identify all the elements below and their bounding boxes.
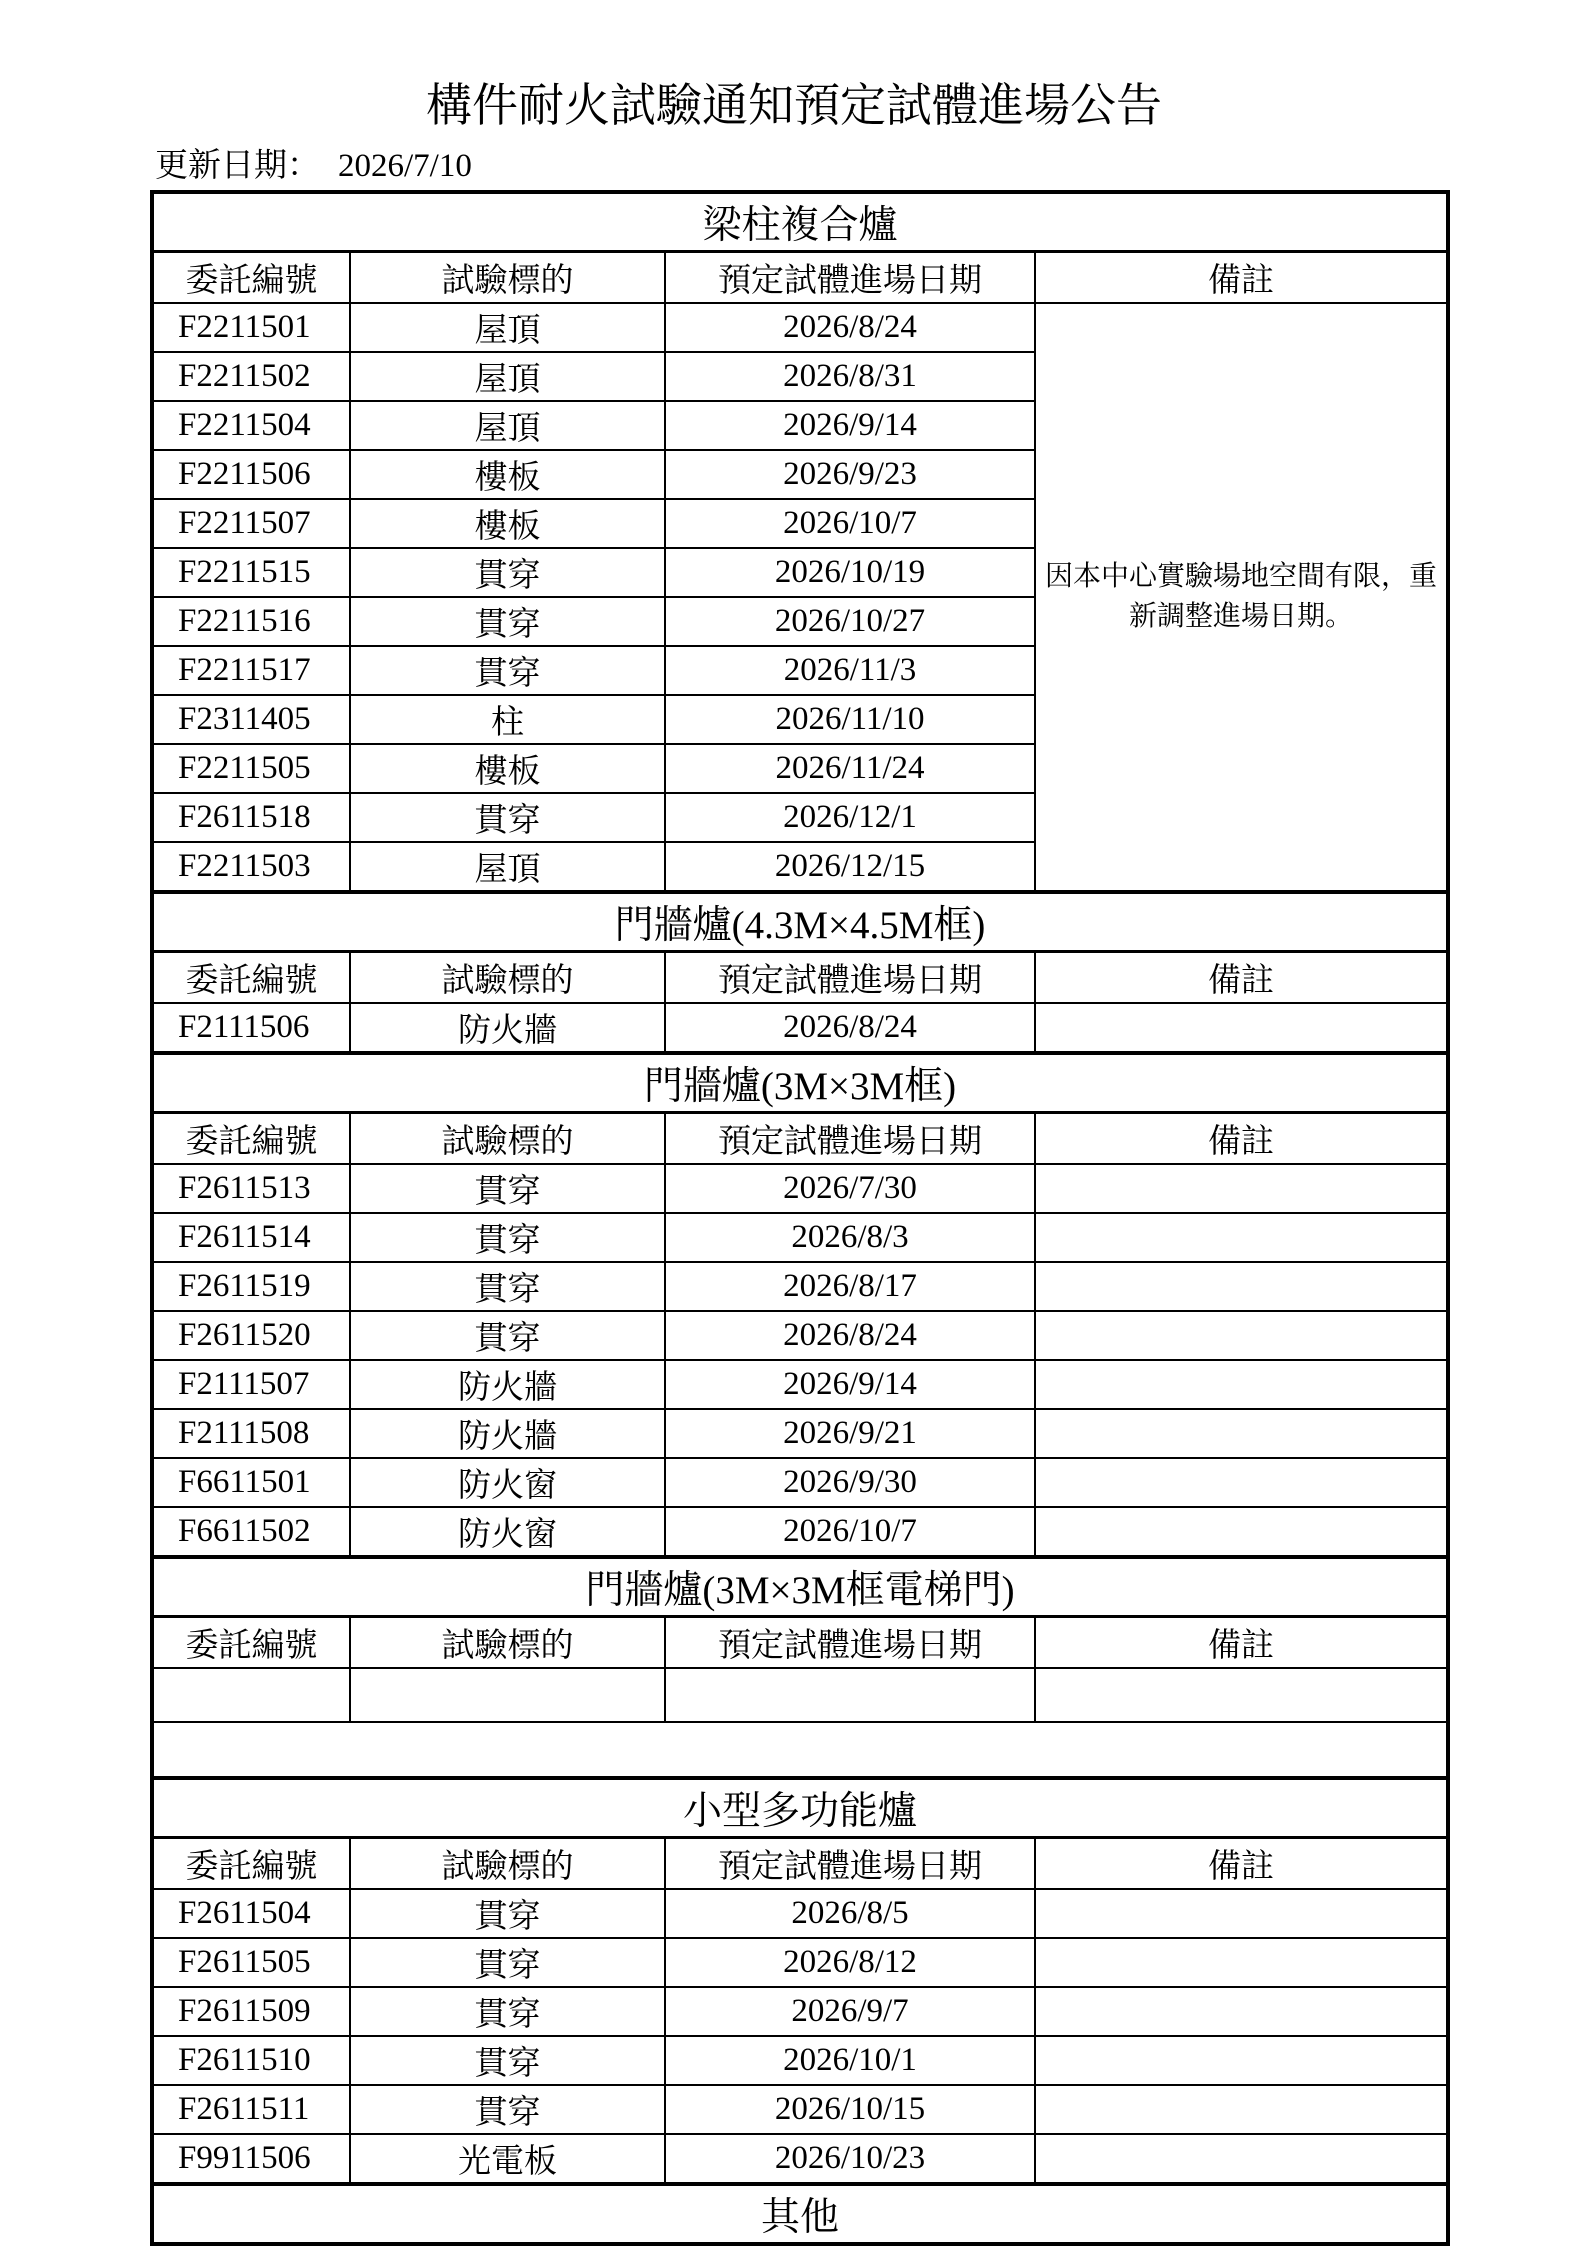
test-subject: 屋頂: [350, 352, 665, 401]
table-row: [152, 1507, 1448, 1557]
request-number: F2611518: [152, 793, 350, 842]
table-row: [152, 2036, 1448, 2085]
request-number: F2111506: [152, 1003, 350, 1053]
entry-date: 2026/10/7: [665, 499, 1035, 548]
request-number: F2111507: [152, 1360, 350, 1409]
remarks-cell: [1035, 2036, 1448, 2085]
test-subject: 屋頂: [350, 401, 665, 450]
table-row: [152, 1360, 1448, 1409]
table-row: [152, 1938, 1448, 1987]
entry-date: 2026/8/24: [665, 303, 1035, 352]
entry-date: 2026/10/23: [665, 2134, 1035, 2184]
remarks-cell: [1035, 1458, 1448, 1507]
entry-date: 2026/8/31: [665, 352, 1035, 401]
remarks-cell: [1035, 1262, 1448, 1311]
subject-header: 試驗標的: [350, 1838, 665, 1890]
remarks-cell: [1035, 1164, 1448, 1213]
request-number: F2211506: [152, 450, 350, 499]
test-subject: 防火牆: [350, 1360, 665, 1409]
test-subject: 貫穿: [350, 1987, 665, 2036]
empty-cell: [665, 1668, 1035, 1722]
remarks-header: 備註: [1035, 1838, 1448, 1890]
section-title-row: [152, 892, 1448, 952]
remarks-cell: [1035, 1987, 1448, 2036]
table-row: [152, 1987, 1448, 2036]
request-number: F2611505: [152, 1938, 350, 1987]
table-row: [152, 1003, 1448, 1053]
request-number: F6611502: [152, 1507, 350, 1557]
request-number: F2311405: [152, 695, 350, 744]
remarks-header: 備註: [1035, 1617, 1448, 1669]
test-subject: 貫穿: [350, 1262, 665, 1311]
entry-date: 2026/10/19: [665, 548, 1035, 597]
test-subject: 貫穿: [350, 793, 665, 842]
header-row: [152, 252, 1448, 304]
entry-date: 2026/11/3: [665, 646, 1035, 695]
test-subject: 柱: [350, 695, 665, 744]
request-number: F9911506: [152, 2134, 350, 2184]
entry-date: 2026/8/3: [665, 1213, 1035, 1262]
remarks-cell: [1035, 1360, 1448, 1409]
entry-date: 2026/9/21: [665, 1409, 1035, 1458]
request-number: F2211504: [152, 401, 350, 450]
remarks-header: 備註: [1035, 252, 1448, 304]
test-subject: 貫穿: [350, 1311, 665, 1360]
spacer-cell: [152, 1722, 1448, 1778]
request-number: F2611513: [152, 1164, 350, 1213]
id-header: 委託編號: [152, 252, 350, 304]
date-header: 預定試體進場日期: [665, 1113, 1035, 1165]
test-subject: 貫穿: [350, 1164, 665, 1213]
entry-date: 2026/8/17: [665, 1262, 1035, 1311]
update-date: 2026/7/10: [338, 148, 472, 184]
remarks-cell: [1035, 2134, 1448, 2184]
header-row: [152, 1838, 1448, 1890]
request-number: F2611519: [152, 1262, 350, 1311]
test-subject: 防火牆: [350, 1003, 665, 1053]
test-subject: 防火窗: [350, 1458, 665, 1507]
request-number: F2611510: [152, 2036, 350, 2085]
entry-date: 2026/8/5: [665, 1889, 1035, 1938]
remarks-note: 因本中心實驗場地空間有限，重新調整進場日期。: [1035, 303, 1448, 892]
entry-date: 2026/10/27: [665, 597, 1035, 646]
remarks-cell: [1035, 1409, 1448, 1458]
test-subject: 防火牆: [350, 1409, 665, 1458]
request-number: F2211501: [152, 303, 350, 352]
section-title: 梁柱複合爐: [152, 192, 1448, 252]
entry-date: 2026/9/30: [665, 1458, 1035, 1507]
entry-date: 2026/9/14: [665, 401, 1035, 450]
entry-date: 2026/11/24: [665, 744, 1035, 793]
test-subject: 光電板: [350, 2134, 665, 2184]
entry-date: 2026/10/1: [665, 2036, 1035, 2085]
id-header: 委託編號: [152, 952, 350, 1004]
date-header: 預定試體進場日期: [665, 1838, 1035, 1890]
request-number: F2611504: [152, 1889, 350, 1938]
test-subject: 防火窗: [350, 1507, 665, 1557]
entry-date: 2026/12/1: [665, 793, 1035, 842]
request-number: F2211505: [152, 744, 350, 793]
id-header: 委託編號: [152, 1617, 350, 1669]
test-subject: 屋頂: [350, 303, 665, 352]
entry-date: 2026/9/23: [665, 450, 1035, 499]
request-number: F2211503: [152, 842, 350, 892]
subject-header: 試驗標的: [350, 1113, 665, 1165]
section-title-row: [152, 1557, 1448, 1617]
section-title-row: [152, 1778, 1448, 1838]
entry-date: 2026/7/30: [665, 1164, 1035, 1213]
section-title: 其他: [152, 2184, 1448, 2244]
request-number: F2611509: [152, 1987, 350, 2036]
request-number: F2211502: [152, 352, 350, 401]
id-header: 委託編號: [152, 1838, 350, 1890]
test-subject: 樓板: [350, 499, 665, 548]
section-title-row: [152, 2184, 1448, 2244]
test-subject: 貫穿: [350, 1889, 665, 1938]
test-subject: 貫穿: [350, 646, 665, 695]
schedule-table: [150, 190, 1450, 2246]
update-line: [155, 146, 472, 186]
entry-date: 2026/10/7: [665, 1507, 1035, 1557]
request-number: F2611514: [152, 1213, 350, 1262]
id-header: 委託編號: [152, 1113, 350, 1165]
table-row: [152, 1213, 1448, 1262]
remarks-cell: [1035, 2085, 1448, 2134]
test-subject: 貫穿: [350, 548, 665, 597]
date-header: 預定試體進場日期: [665, 952, 1035, 1004]
table-row: [152, 1262, 1448, 1311]
table-row: [152, 303, 1448, 352]
table-row: [152, 2085, 1448, 2134]
entry-date: 2026/11/10: [665, 695, 1035, 744]
test-subject: 貫穿: [350, 2085, 665, 2134]
entry-date: 2026/10/15: [665, 2085, 1035, 2134]
test-subject: 貫穿: [350, 2036, 665, 2085]
entry-date: 2026/9/7: [665, 1987, 1035, 2036]
request-number: F2611511: [152, 2085, 350, 2134]
section-title: 小型多功能爐: [152, 1778, 1448, 1838]
subject-header: 試驗標的: [350, 252, 665, 304]
entry-date: 2026/8/24: [665, 1311, 1035, 1360]
request-number: F2211516: [152, 597, 350, 646]
test-subject: 貫穿: [350, 1938, 665, 1987]
table-row: [152, 1164, 1448, 1213]
date-header: 預定試體進場日期: [665, 1617, 1035, 1669]
table-row: [152, 1889, 1448, 1938]
request-number: F2611520: [152, 1311, 350, 1360]
remarks-cell: [1035, 1938, 1448, 1987]
empty-cell: [1035, 1668, 1448, 1722]
remarks-cell: [1035, 1003, 1448, 1053]
section-title: 門牆爐(4.3M×4.5M框): [152, 892, 1448, 952]
entry-date: 2026/9/14: [665, 1360, 1035, 1409]
request-number: F6611501: [152, 1458, 350, 1507]
remarks-header: 備註: [1035, 1113, 1448, 1165]
entry-date: 2026/12/15: [665, 842, 1035, 892]
date-header: 預定試體進場日期: [665, 252, 1035, 304]
update-label: 更新日期：: [155, 148, 320, 184]
section-title-row: [152, 192, 1448, 252]
table-row: [152, 1409, 1448, 1458]
test-subject: 屋頂: [350, 842, 665, 892]
request-number: F2211507: [152, 499, 350, 548]
spacer-row: [152, 1722, 1448, 1778]
remarks-cell: [1035, 1507, 1448, 1557]
table-row: [152, 1458, 1448, 1507]
empty-cell: [350, 1668, 665, 1722]
table-row: [152, 1668, 1448, 1722]
table-row: [152, 1311, 1448, 1360]
test-subject: 樓板: [350, 744, 665, 793]
remarks-header: 備註: [1035, 952, 1448, 1004]
section-title: 門牆爐(3M×3M框): [152, 1053, 1448, 1113]
remarks-cell: [1035, 1213, 1448, 1262]
request-number: F2211515: [152, 548, 350, 597]
remarks-cell: [1035, 1889, 1448, 1938]
header-row: [152, 952, 1448, 1004]
empty-cell: [152, 1668, 350, 1722]
section-title: 門牆爐(3M×3M框電梯門): [152, 1557, 1448, 1617]
subject-header: 試驗標的: [350, 1617, 665, 1669]
request-number: F2211517: [152, 646, 350, 695]
section-title-row: [152, 1053, 1448, 1113]
test-subject: 貫穿: [350, 1213, 665, 1262]
table-row: [152, 2134, 1448, 2184]
subject-header: 試驗標的: [350, 952, 665, 1004]
test-subject: 貫穿: [350, 597, 665, 646]
entry-date: 2026/8/24: [665, 1003, 1035, 1053]
page-title: 構件耐火試驗通知預定試體進場公告: [426, 80, 1162, 131]
entry-date: 2026/8/12: [665, 1938, 1035, 1987]
header-row: [152, 1113, 1448, 1165]
header-row: [152, 1617, 1448, 1669]
remarks-cell: [1035, 1311, 1448, 1360]
request-number: F2111508: [152, 1409, 350, 1458]
test-subject: 樓板: [350, 450, 665, 499]
